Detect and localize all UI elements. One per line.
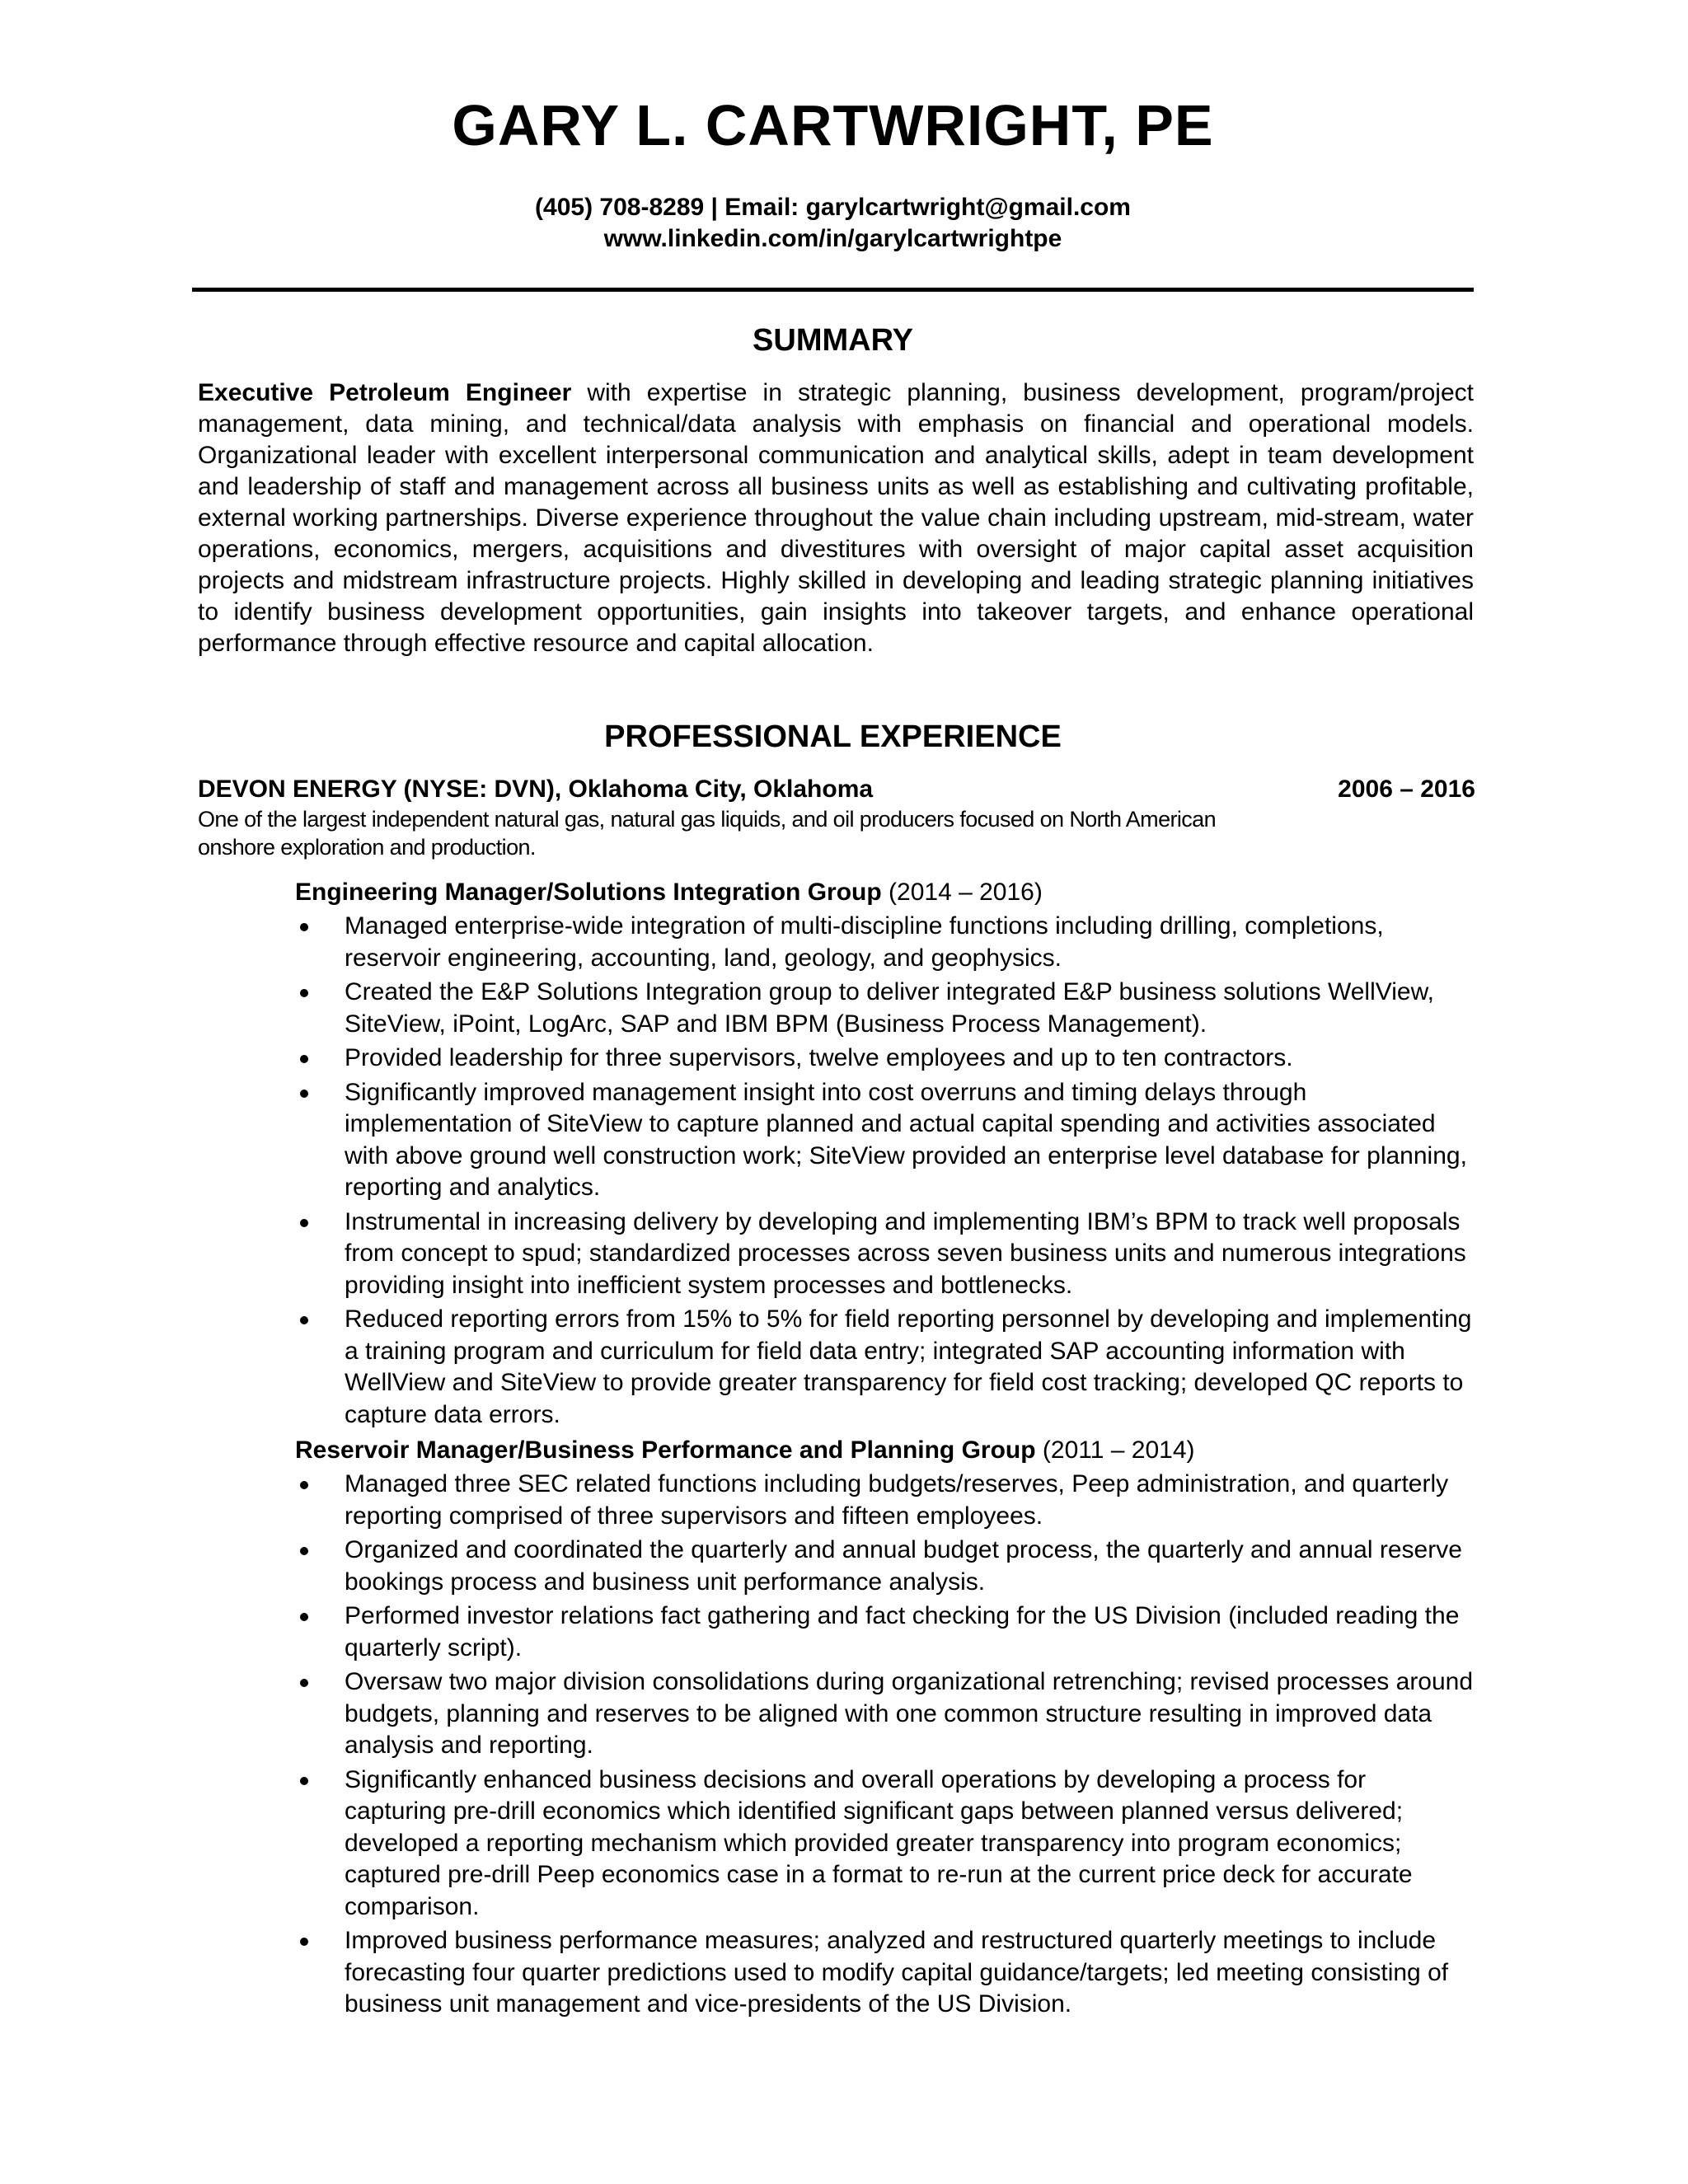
list-item: Organized and coordinated the quarterly and annual budget process, the quarterly and annual reserve bookings process and business unit performance analysis. <box>295 1535 1474 1598</box>
role-dates: (2014 – 2016) <box>881 879 1043 906</box>
role-dates: (2011 – 2014) <box>1035 1436 1195 1464</box>
list-item: Improved business performance measures; analyzed and restructured quarterly meetings to include forecasting four quarter predictions used to modify capital guidance/targets; led meeting consisting of business unit management and vice-presidents of the US Division. <box>295 1925 1474 2021</box>
bullet-icon <box>300 1481 308 1489</box>
bullet-icon <box>300 1938 308 1946</box>
candidate-name: GARY L. CARTWRIGHT, PE <box>452 93 1214 157</box>
contact-block <box>192 192 1474 255</box>
list-item: Managed enterprise-wide integration of multi-discipline functions including drilling, completions, reservoir engineering, accounting, land, geology, and geophysics. <box>295 911 1474 974</box>
company-description-line: One of the largest independent natural gas, natural gas liquids, and oil producers focused on North American <box>198 807 1217 832</box>
role-title-engineering-manager <box>295 877 1465 908</box>
bullet-icon <box>300 989 308 997</box>
bullet-icon <box>300 1777 308 1785</box>
bullet-icon <box>300 1679 308 1687</box>
summary-text: with expertise in strategic planning, business development, program/project management, data mining, and technical/data analysis with emphasis on financial and operational models. Organizational leader with excellent interpersonal communication and analytical skills, adept in team development and leadership of staff and management across all business units as well as establishing and cultivating profitable, external working partnerships. Diverse experience throughout the value chain including upstream, mid-stream, water operations, economics, mergers, acquisitions and divestitures with oversight of major capital asset acquisition projects and midstream infrastructure projects. Highly skilled in developing and leading strategic planning initiatives to identify business development opportunities, gain insights into takeover targets, and enhance operational performance through effective resource and capital allocation. <box>198 379 1474 657</box>
list-item: Instrumental in increasing delivery by developing and implementing IBM’s BPM to track well proposals from concept to spud; standardized processes across seven business units and numerous integrations providing insight into inefficient system processes and bottlenecks. <box>295 1207 1474 1302</box>
experience-heading: PROFESSIONAL EXPERIENCE <box>604 719 1062 754</box>
role-bullets-engineering-manager <box>295 911 1474 1433</box>
list-item: Provided leadership for three supervisors, twelve employees and up to ten contractors. <box>295 1043 1474 1075</box>
company-description-line: onshore exploration and production. <box>198 835 536 860</box>
list-item: Created the E&P Solutions Integration group to deliver integrated E&P business solutions WellView, SiteView, iPoint, LogArc, SAP and IBM BPM (Business Process Management). <box>295 977 1474 1040</box>
company-row <box>198 774 1475 805</box>
bullet-icon <box>300 1547 308 1555</box>
role-bullets-reservoir-manager <box>295 1469 1474 2023</box>
contact-linkedin: www.linkedin.com/in/garylcartwrightpe <box>603 225 1062 252</box>
summary-lead: Executive Petroleum Engineer <box>198 379 572 406</box>
bullet-icon <box>300 1055 308 1063</box>
bullet-icon <box>300 1090 308 1098</box>
contact-phone-email: (405) 708-8289 | Email: garylcartwright@gmail.com <box>535 194 1131 221</box>
company-description <box>198 805 1451 861</box>
list-item: Significantly enhanced business decisions and overall operations by developing a process for capturing pre-drill economics which identified significant gaps between planned versus delivered; developed a reporting mechanism which provided greater transparency into program economics; captured pre-drill Peep economics case in a format to re-run at the current price deck for accurate comparison. <box>295 1765 1474 1924</box>
role-title-reservoir-manager <box>295 1435 1465 1466</box>
bullet-icon <box>300 1613 308 1621</box>
header-divider <box>192 288 1474 292</box>
summary-heading: SUMMARY <box>753 323 913 358</box>
list-item: Oversaw two major division consolidations during organizational retrenching; revised processes around budgets, planning and reserves to be aligned with one common structure resulting in improved data analysis and reporting. <box>295 1666 1474 1762</box>
company-dates: 2006 – 2016 <box>1338 776 1475 803</box>
company-name: DEVON ENERGY (NYSE: DVN), Oklahoma City, Oklahoma <box>198 776 874 803</box>
bullet-icon <box>300 923 308 931</box>
bullet-icon <box>300 1219 308 1227</box>
list-item: Significantly improved management insight into cost overruns and timing delays through implementation of SiteView to capture planned and actual capital spending and activities associated with above ground well construction work; SiteView provided an enterprise level database for planning, reporting and analytics. <box>295 1077 1474 1204</box>
list-item: Performed investor relations fact gathering and fact checking for the US Division (included reading the quarterly script). <box>295 1601 1474 1664</box>
summary-paragraph <box>198 377 1474 659</box>
list-item: Reduced reporting errors from 15% to 5% for field reporting personnel by developing and implementing a training program and curriculum for field data entry; integrated SAP accounting information with WellView and SiteView to provide greater transparency for field cost tracking; developed QC reports to capture data errors. <box>295 1304 1474 1431</box>
role-title: Engineering Manager/Solutions Integration Group <box>295 879 882 906</box>
role-title: Reservoir Manager/Business Performance and Planning Group <box>295 1436 1036 1464</box>
list-item: Managed three SEC related functions including budgets/reserves, Peep administration, and quarterly reporting comprised of three supervisors and fifteen employees. <box>295 1469 1474 1532</box>
bullet-icon <box>300 1316 308 1324</box>
